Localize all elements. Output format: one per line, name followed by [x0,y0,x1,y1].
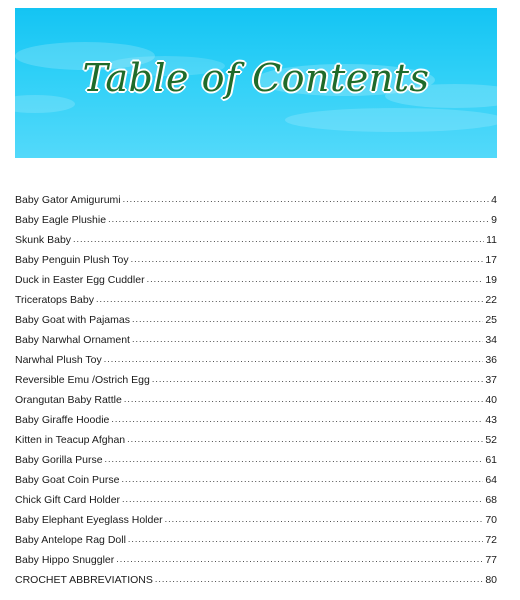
toc-entry-title: Baby Elephant Eyeglass Holder [15,514,163,526]
toc-entry-title: CROCHET ABBREVIATIONS [15,574,153,586]
toc-entry[interactable] [15,490,497,510]
toc-entry-title: Reversible Emu /Ostrich Egg [15,374,150,386]
toc-entry-title: Baby Gator Amigurumi [15,194,121,206]
toc-entry[interactable] [15,410,497,430]
toc-entry[interactable] [15,570,497,590]
toc-entry-title: Baby Giraffe Hoodie [15,414,110,426]
toc-dot-leader [127,429,483,449]
toc-entry[interactable] [15,390,497,410]
toc-entry-page: 9 [491,214,497,226]
toc-entry-title: Chick Gift Card Holder [15,494,121,506]
toc-entry-title: Orangutan Baby Rattle [15,394,122,406]
toc-dot-leader [122,489,483,509]
toc-entry-title: Baby Gorilla Purse [15,454,103,466]
header-banner [15,8,497,158]
toc-dot-leader [165,509,484,529]
toc-entry-page: 11 [486,234,497,246]
toc-dot-leader [128,529,483,549]
toc-entry[interactable] [15,470,497,490]
toc-entry[interactable] [15,190,497,210]
toc-entry-title: Skunk Baby [15,234,72,246]
toc-dot-leader [116,549,483,569]
toc-entry-page: 64 [485,474,497,486]
toc-dot-leader [131,249,484,269]
toc-entry-page: 40 [485,394,497,406]
toc-entry-page: 4 [491,194,497,206]
toc-dot-leader [104,349,484,369]
toc-dot-leader [124,389,483,409]
toc-entry[interactable] [15,530,497,550]
toc-entry[interactable] [15,310,497,330]
toc-entry-title: Duck in Easter Egg Cuddler [15,274,145,286]
toc-entry[interactable] [15,290,497,310]
toc-entry-page: 77 [485,554,497,566]
toc-entry-title: Narwhal Plush Toy [15,354,102,366]
toc-entry-page: 34 [485,334,497,346]
toc-entry[interactable] [15,330,497,350]
toc-dot-leader [105,449,484,469]
toc-entry[interactable] [15,450,497,470]
toc-entry-title: Baby Hippo Snuggler [15,554,115,566]
toc-entry[interactable] [15,350,497,370]
toc-entry[interactable] [15,550,497,570]
toc-dot-leader [73,229,484,249]
toc-entry-page: 61 [485,454,497,466]
toc-dot-leader [132,309,483,329]
toc-entry-page: 17 [485,254,497,266]
toc-entry[interactable] [15,510,497,530]
toc-entry-page: 80 [485,574,497,586]
toc-dot-leader [132,329,483,349]
table-of-contents [15,190,497,590]
toc-entry[interactable] [15,270,497,290]
toc-dot-leader [123,189,490,209]
toc-entry-title: Baby Goat Coin Purse [15,474,120,486]
page-title: Table of Contents [82,56,430,100]
toc-dot-leader [155,569,483,589]
toc-entry-title: Triceratops Baby [15,294,94,306]
toc-entry-page: 22 [485,294,497,306]
toc-dot-leader [147,269,484,289]
toc-entry-title: Baby Narwhal Ornament [15,334,130,346]
toc-entry-page: 52 [485,434,497,446]
toc-entry-title: Baby Antelope Rag Doll [15,534,126,546]
toc-entry-page: 25 [485,314,497,326]
toc-dot-leader [121,469,483,489]
toc-entry[interactable] [15,370,497,390]
toc-entry[interactable] [15,250,497,270]
toc-entry-page: 37 [485,374,497,386]
toc-entry[interactable] [15,230,497,250]
toc-entry-page: 19 [485,274,497,286]
toc-entry-title: Baby Eagle Plushie [15,214,107,226]
toc-entry-title: Baby Penguin Plush Toy [15,254,129,266]
cloud-shape [285,108,497,132]
toc-entry-title: Kitten in Teacup Afghan [15,434,126,446]
toc-entry-page: 72 [485,534,497,546]
toc-entry-page: 43 [485,414,497,426]
toc-dot-leader [108,209,489,229]
toc-dot-leader [96,289,483,309]
toc-entry-page: 36 [485,354,497,366]
toc-entry-page: 68 [485,494,497,506]
toc-entry[interactable] [15,210,497,230]
toc-entry-page: 70 [485,514,497,526]
toc-dot-leader [152,369,484,389]
toc-entry[interactable] [15,430,497,450]
toc-entry-title: Baby Goat with Pajamas [15,314,130,326]
toc-dot-leader [111,409,483,429]
